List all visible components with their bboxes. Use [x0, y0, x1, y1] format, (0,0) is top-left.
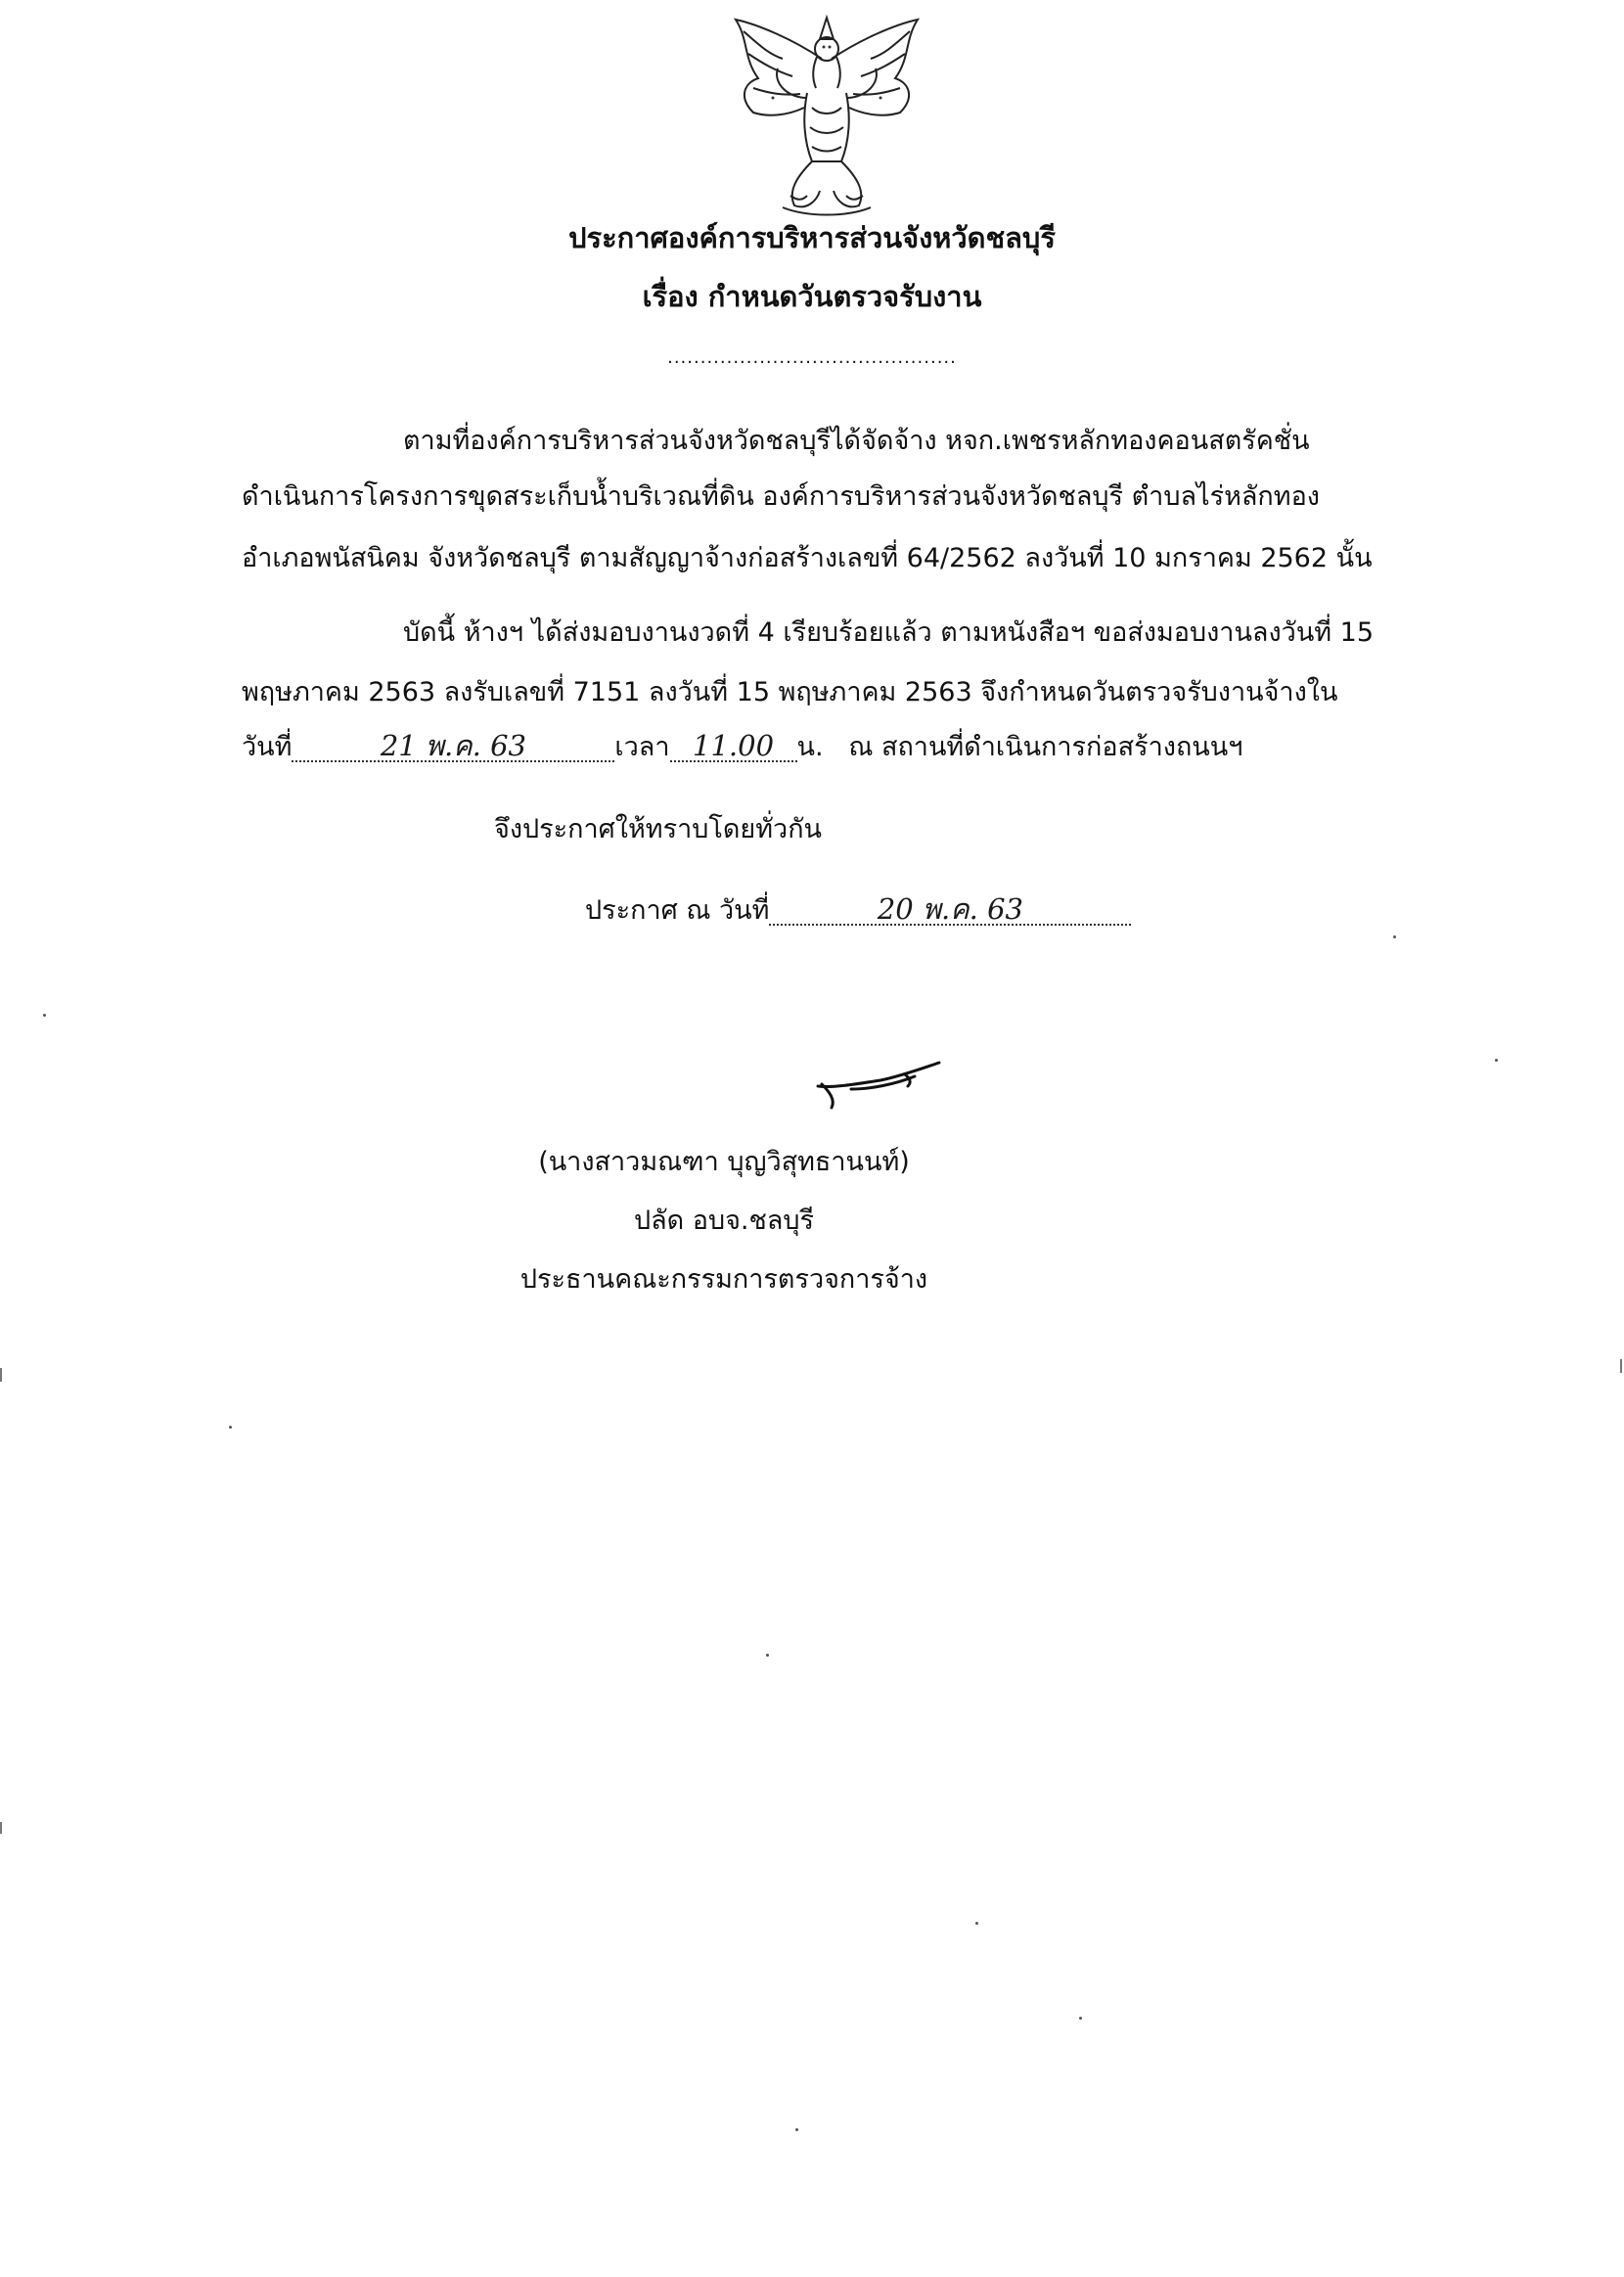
announcement-date-line	[585, 893, 1131, 929]
inspection-time-value: 11.00	[670, 731, 797, 762]
body-paragraph-2-line-1: บัดนี้ ห้างฯ ได้ส่งมอบงานงวดที่ 4 เรียบร้อยแล้ว ตามหนังสือฯ ขอส่งมอบงานลงวันที่ 15	[403, 617, 1375, 648]
signatory-role: ประธานคณะกรรมการตรวจการจ้าง	[519, 1264, 928, 1295]
inspection-date-value: 21 พ.ค. 63	[292, 731, 614, 762]
scan-speck	[1495, 1059, 1498, 1062]
document-subject: เรื่อง กำหนดวันตรวจรับงาน	[642, 280, 982, 313]
inspection-place: ณ สถานที่ดำเนินการก่อสร้างถนนฯ	[848, 732, 1243, 762]
garuda-emblem	[714, 0, 939, 225]
title-separator: ............................................	[667, 347, 957, 368]
signatory-position: ปลัด อบจ.ชลบุรี	[633, 1206, 815, 1236]
scan-speck	[1393, 935, 1396, 938]
body-paragraph-1-line-3: อำเภอพนัสนิคม จังหวัดชลบุรี ตามสัญญาจ้างก่อสร้างเลขที่ 64/2562 ลงวันที่ 10 มกราคม 2562 นั้น	[242, 543, 1373, 573]
scan-speck	[1079, 2017, 1082, 2020]
inspection-date-label: วันที่	[242, 732, 293, 762]
scan-speck	[229, 1426, 232, 1429]
closing-statement: จึงประกาศให้ทราบโดยทั่วกัน	[494, 814, 822, 844]
inspection-time-unit: น.	[796, 732, 824, 762]
handwritten-signature	[812, 1057, 949, 1116]
inspection-date-line	[242, 730, 1242, 765]
scan-edge-mark	[0, 1368, 2, 1382]
inspection-time-label: เวลา	[614, 732, 670, 762]
scan-speck	[975, 1922, 978, 1925]
scan-edge-mark	[0, 1822, 2, 1834]
document-title: ประกาศองค์การบริหารส่วนจังหวัดชลบุรี	[568, 221, 1056, 254]
scan-speck	[43, 1014, 46, 1017]
scan-speck	[795, 2128, 798, 2131]
signatory-name: (นางสาวมณฑา บุญวิสุทธานนท์)	[538, 1147, 910, 1177]
scan-speck	[766, 1654, 769, 1657]
body-paragraph-1-line-1: ตามที่องค์การบริหารส่วนจังหวัดชลบุรีได้จัดจ้าง หจก.เพชรหลักทองคอนสตรัคชั่น	[403, 426, 1310, 456]
announcement-date-label: ประกาศ ณ วันที่	[585, 895, 770, 926]
scan-edge-mark	[1620, 1359, 1622, 1373]
body-paragraph-1-line-2: ดำเนินการโครงการขุดสระเก็บน้ำบริเวณที่ดิน องค์การบริหารส่วนจังหวัดชลบุรี ตำบลไร่หลักทอง	[242, 481, 1320, 512]
announcement-date-value: 20 พ.ค. 63	[769, 894, 1131, 926]
body-paragraph-2-line-2: พฤษภาคม 2563 ลงรับเลขที่ 7151 ลงวันที่ 15 พฤษภาคม 2563 จึงกำหนดวันตรวจรับงานจ้างใน	[242, 677, 1338, 707]
